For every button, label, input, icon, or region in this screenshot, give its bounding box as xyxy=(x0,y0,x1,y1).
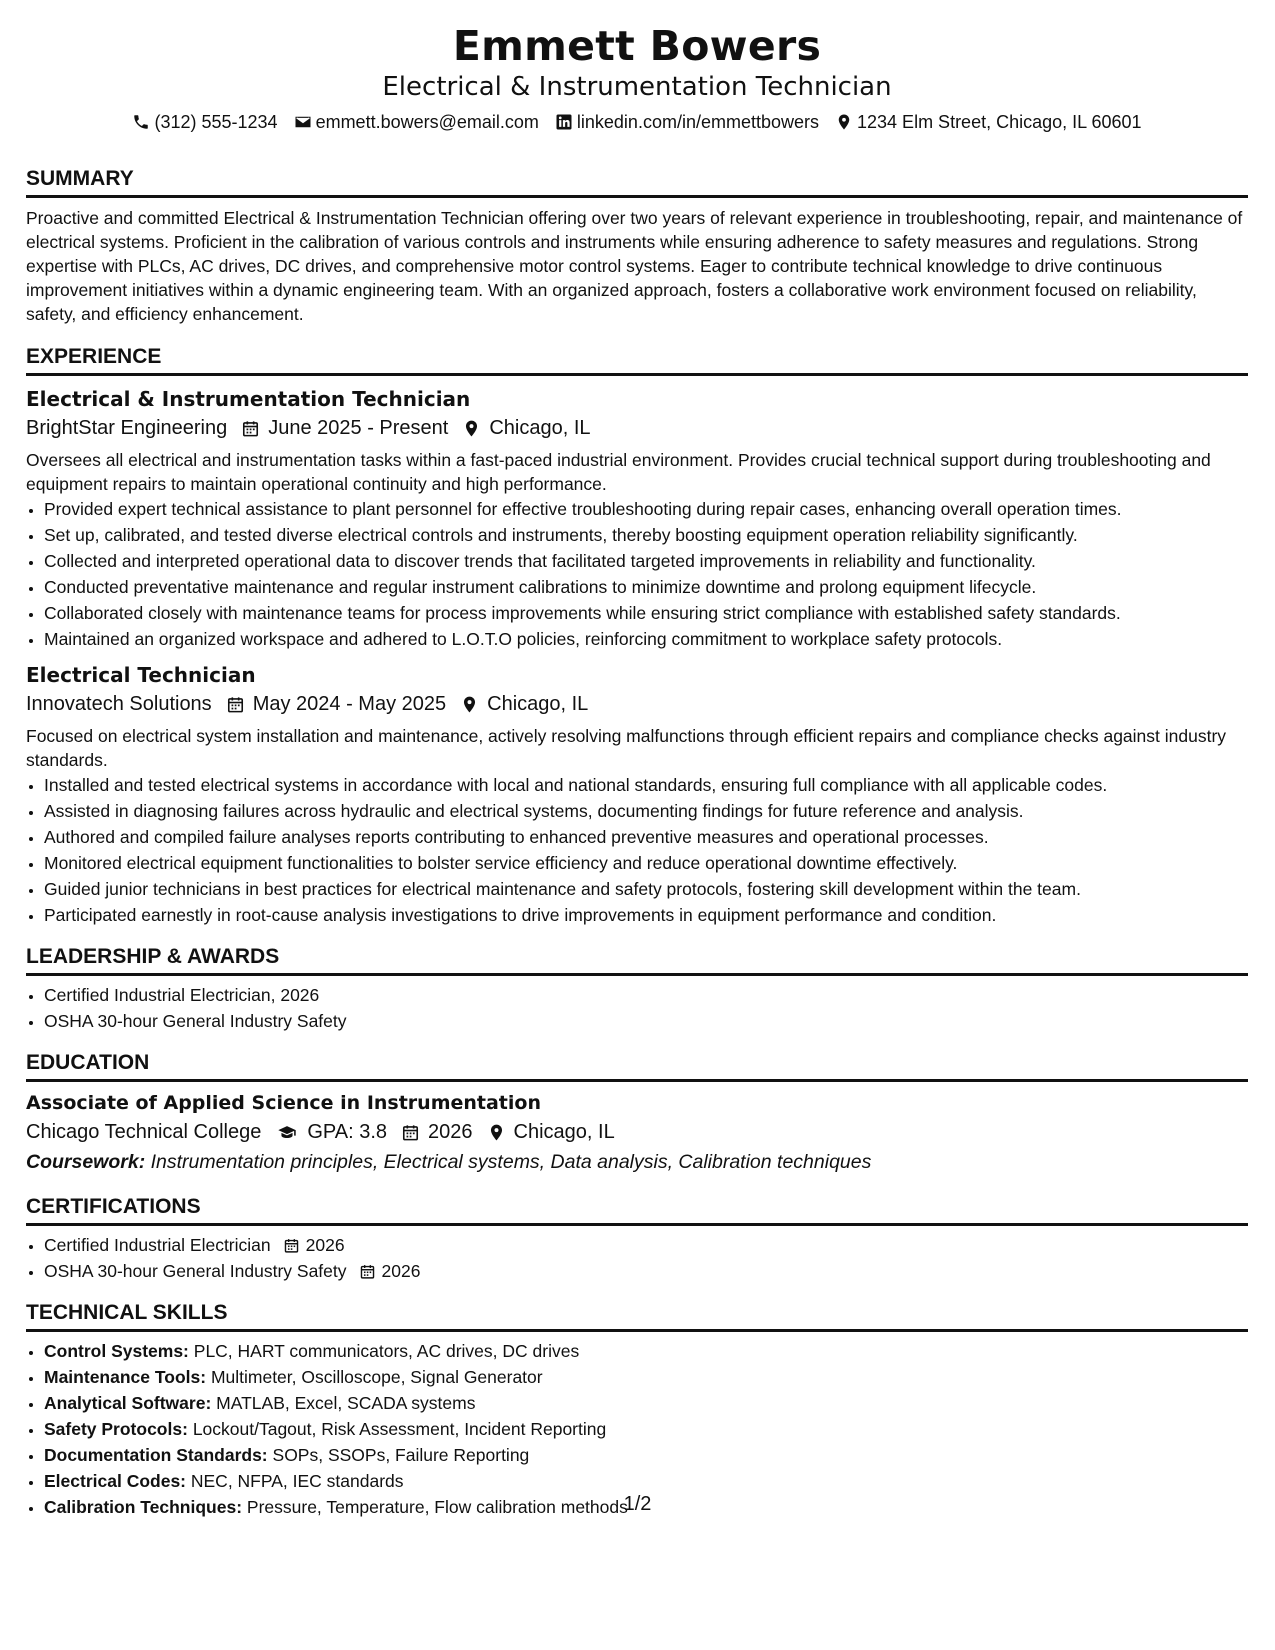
list-item: • Assisted in diagnosing failures across hydraulic and electrical systems, documenting findings for future reference and analysis. xyxy=(44,798,1248,824)
skill-label: Analytical Software: xyxy=(44,1393,212,1413)
calendar-icon xyxy=(283,1237,300,1254)
linkedin-text: linkedin.com/in/emmettbowers xyxy=(576,112,820,132)
list-item: • Collected and interpreted operational data to discover trends that facilitated targeted improvements in reliability and functionality. xyxy=(44,548,1248,574)
education-section xyxy=(26,1050,1248,1176)
list-item: • Guided junior technicians in best practices for electrical maintenance and safety protocols, fostering skill development within the team. xyxy=(44,876,1248,902)
education-heading: EDUCATION xyxy=(26,1050,1248,1082)
list-item xyxy=(44,1232,1248,1258)
skill-label: Calibration Techniques: xyxy=(44,1497,243,1517)
list-item: • Installed and tested electrical systems in accordance with local and national standards, ensuring full compliance with all applicable codes. xyxy=(44,772,1248,798)
skills-heading: TECHNICAL SKILLS xyxy=(26,1300,1248,1332)
school-name: Chicago Technical College xyxy=(26,1121,262,1143)
list-item: • Provided expert technical assistance to plant personnel for effective troubleshooting during repair cases, enhancing overall operation times. xyxy=(44,496,1248,522)
job-location: Chicago, IL xyxy=(489,417,591,439)
contact-phone[interactable] xyxy=(132,110,277,134)
map-pin-icon xyxy=(487,1123,506,1142)
coursework-label: Coursework: xyxy=(26,1151,146,1173)
page-number: 1/2 xyxy=(623,1493,652,1515)
skill-label: Documentation Standards: xyxy=(44,1445,268,1465)
skill-label: Control Systems: xyxy=(44,1341,189,1361)
job-meta xyxy=(26,690,1248,718)
candidate-name: Emmett Bowers xyxy=(452,22,822,70)
skill-label: Maintenance Tools: xyxy=(44,1367,207,1387)
contact-address xyxy=(835,110,1142,134)
skill-value: PLC, HART communicators, AC drives, DC drives xyxy=(193,1341,580,1361)
skill-label: Electrical Codes: xyxy=(44,1471,186,1491)
cert-year: 2026 xyxy=(381,1261,421,1281)
cert-name: • Certified Industrial Electrician xyxy=(44,1235,271,1255)
phone-text: (312) 555-1234 xyxy=(154,112,278,132)
cert-year: 2026 xyxy=(305,1235,345,1255)
summary-heading: SUMMARY xyxy=(26,166,1248,198)
skill-value: MATLAB, Excel, SCADA systems xyxy=(216,1393,476,1413)
contact-bar xyxy=(26,110,1248,134)
leadership-heading: LEADERSHIP & AWARDS xyxy=(26,944,1248,976)
experience-heading: EXPERIENCE xyxy=(26,344,1248,376)
list-item xyxy=(44,1390,1248,1416)
email-text: emmett.bowers@email.com xyxy=(315,112,539,132)
experience-section xyxy=(26,344,1248,928)
list-item: • Certified Industrial Electrician, 2026 xyxy=(44,982,1248,1008)
cert-name: • OSHA 30-hour General Industry Safety xyxy=(44,1261,347,1281)
job-entry xyxy=(26,662,1248,928)
skill-value: NEC, NFPA, IEC standards xyxy=(190,1471,404,1491)
job-bullets xyxy=(26,496,1248,652)
job-description: Oversees all electrical and instrumentation tasks within a fast-paced industrial environment. Provides crucial technical support during troubleshooting and equipment repairs to maintain operational continuity and high performance. xyxy=(26,450,1211,494)
job-location: Chicago, IL xyxy=(487,693,589,715)
leadership-list xyxy=(26,982,1248,1034)
skill-value: SOPs, SSOPs, Failure Reporting xyxy=(272,1445,530,1465)
job-title: Electrical Technician xyxy=(26,663,256,687)
skill-value: Lockout/Tagout, Risk Assessment, Incident Reporting xyxy=(192,1419,607,1439)
map-pin-icon xyxy=(460,695,479,714)
skill-label: Safety Protocols: xyxy=(44,1419,188,1439)
list-item xyxy=(44,1416,1248,1442)
skill-value: Pressure, Temperature, Flow calibration methods xyxy=(246,1497,628,1517)
address-text: 1234 Elm Street, Chicago, IL 60601 xyxy=(857,112,1142,132)
list-item xyxy=(44,1468,1248,1494)
education-location: Chicago, IL xyxy=(513,1121,615,1143)
certifications-heading: CERTIFICATIONS xyxy=(26,1194,1248,1226)
degree-title: Associate of Applied Science in Instrumentation xyxy=(26,1092,541,1114)
list-item xyxy=(44,1338,1248,1364)
resume-page xyxy=(26,22,1248,1520)
coursework xyxy=(26,1148,1248,1176)
map-pin-icon xyxy=(462,419,481,438)
list-item: • Maintained an organized workspace and adhered to L.O.T.O policies, reinforcing commitment to workplace safety protocols. xyxy=(44,626,1248,652)
phone-icon xyxy=(132,113,150,131)
calendar-icon xyxy=(401,1123,420,1142)
linkedin-icon xyxy=(555,113,573,131)
envelope-icon xyxy=(294,113,312,131)
job-bullets xyxy=(26,772,1248,928)
job-company: BrightStar Engineering xyxy=(26,417,228,439)
certifications-section xyxy=(26,1194,1248,1284)
candidate-role: Electrical & Instrumentation Technician xyxy=(382,72,892,102)
job-company: Innovatech Solutions xyxy=(26,693,212,715)
job-dates: June 2025 - Present xyxy=(268,417,449,439)
summary-text: Proactive and committed Electrical & Instrumentation Technician offering over two years of relevant experience in troubleshooting, repair, and maintenance of electrical systems. Proficient in the calibration of various controls and instruments while ensuring adherence to safety measures and regulations. Strong expertise with PLCs, AC drives, DC drives, and comprehensive motor control systems. Eager to contribute technical knowledge to drive continuous improvement initiatives within a dynamic engineering team. With an organized approach, fosters a collaborative work environment focused on reliability, safety, and efficiency enhancement. xyxy=(26,208,1243,324)
job-description: Focused on electrical system installation and maintenance, actively resolving malfunctions through efficient repairs and compliance checks against industry standards. xyxy=(26,726,1227,770)
certifications-list xyxy=(26,1232,1248,1284)
list-item: • Collaborated closely with maintenance teams for process improvements while ensuring strict compliance with established safety standards. xyxy=(44,600,1248,626)
contact-linkedin[interactable] xyxy=(555,110,819,134)
graduation-cap-icon xyxy=(275,1123,299,1142)
list-item xyxy=(44,1442,1248,1468)
job-meta xyxy=(26,414,1248,442)
list-item: • Conducted preventative maintenance and regular instrument calibrations to minimize downtime and prolong equipment lifecycle. xyxy=(44,574,1248,600)
calendar-icon xyxy=(241,419,260,438)
education-meta xyxy=(26,1118,1248,1146)
list-item xyxy=(44,1258,1248,1284)
list-item: • Participated earnestly in root-cause analysis investigations to drive improvements in equipment performance and condition. xyxy=(44,902,1248,928)
skills-section xyxy=(26,1300,1248,1520)
list-item: • Authored and compiled failure analyses reports contributing to enhanced preventive measures and operational processes. xyxy=(44,824,1248,850)
education-year: 2026 xyxy=(428,1121,473,1143)
summary-section xyxy=(26,166,1248,326)
skill-value: Multimeter, Oscilloscope, Signal Generator xyxy=(210,1367,543,1387)
map-pin-icon xyxy=(835,113,853,131)
list-item: • OSHA 30-hour General Industry Safety xyxy=(44,1008,1248,1034)
gpa-text: GPA: 3.8 xyxy=(307,1121,388,1143)
contact-email[interactable] xyxy=(294,110,539,134)
calendar-icon xyxy=(359,1263,376,1280)
list-item xyxy=(44,1364,1248,1390)
job-entry xyxy=(26,386,1248,652)
coursework-text: Instrumentation principles, Electrical systems, Data analysis, Calibration techniques xyxy=(150,1151,872,1173)
leadership-section xyxy=(26,944,1248,1034)
list-item: • Set up, calibrated, and tested diverse electrical controls and instruments, thereby boosting equipment operation reliability significantly. xyxy=(44,522,1248,548)
resume-header xyxy=(26,22,1248,134)
calendar-icon xyxy=(226,695,245,714)
job-title: Electrical & Instrumentation Technician xyxy=(26,387,471,411)
list-item: • Monitored electrical equipment functionalities to bolster service efficiency and reduce operational downtime effectively. xyxy=(44,850,1248,876)
job-dates: May 2024 - May 2025 xyxy=(252,693,447,715)
